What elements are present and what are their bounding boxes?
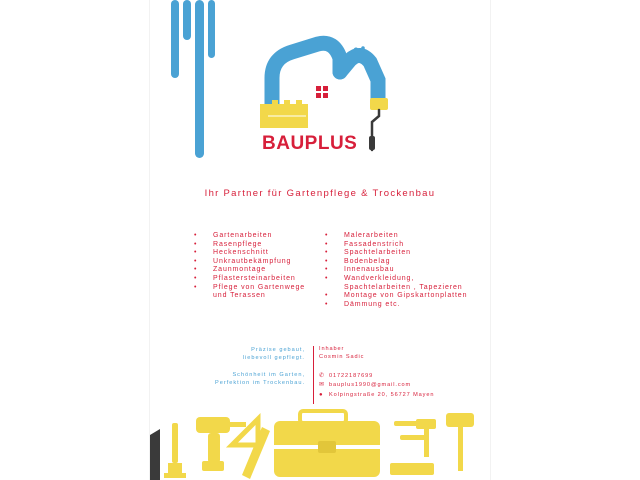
list-item: • Wandverkleidung, Spachtelarbeiten , Tapezieren [325,275,475,292]
slogan-line: Perfektion im Trockenbau. [215,380,305,386]
list-item: • Innenausbau [325,266,475,275]
toolbox-icon [274,411,380,477]
owner-label: Inhaber [319,346,345,352]
list-item: • Unkrautbekämpfung [194,258,314,267]
services-drywall-list [325,232,475,309]
phone-line [319,373,373,381]
slogan-line: Präzise gebaut, [251,347,305,353]
brush-icon [164,423,186,478]
brand-name: BAUPLUS [262,133,358,154]
slogan-beauty [180,371,305,387]
email-address[interactable]: bauplus1990@gmail.com [329,382,412,388]
location-pin-icon: ● [319,392,324,398]
slogan-line: Schönheit im Garten, [232,372,305,378]
owner-block [319,346,364,361]
list-item: • Pflege von Gartenwege und Terassen [194,284,314,301]
tagline: Ihr Partner für Gartenpflege & Trockenbau [204,188,436,199]
paint-roller-icon [369,98,388,150]
list-item: • Gartenarbeiten [194,232,314,241]
list-item: • Rasenpflege [194,241,314,250]
list-item: • Malerarbeiten [325,232,475,241]
level-icon [390,463,434,475]
brick-tower-icon [260,100,308,128]
phone-icon: ✆ [319,373,325,379]
house-roof-icon [272,39,378,110]
list-item: • Heckenschnitt [194,249,314,258]
address-line [319,392,434,400]
phone-number[interactable]: 01722187699 [329,373,374,379]
slogan-line: liebevoll gepflegt. [242,355,305,361]
slogan-precision [180,346,305,362]
window-icon [316,86,328,98]
wrench-icon [150,429,160,480]
list-item: • Spachtelarbeiten [325,249,475,258]
email-icon: ✉ [319,382,325,388]
list-item: • Dämmung etc. [325,301,475,310]
list-item: • Bodenbelag [325,258,475,267]
email-line [319,382,411,390]
list-item: • Montage von Gipskartonplatten [325,292,475,301]
owner-name: Cosmin Sadic [319,353,365,360]
address: Kolpingstraße 20, 56727 Mayen [329,392,435,398]
tools-illustration [150,405,490,480]
list-item: • Zaunmontage [194,266,314,275]
flyer-page [150,0,490,480]
services-garden-list [194,232,314,301]
page-margin-right [490,0,640,480]
list-item: • Pflastersteinarbeiten [194,275,314,284]
list-item: • Fassadenstrich [325,241,475,250]
paint-roller-icon [446,413,474,471]
paint-drips-icon [171,0,215,158]
divider [313,346,314,404]
page-margin-left [0,0,150,480]
